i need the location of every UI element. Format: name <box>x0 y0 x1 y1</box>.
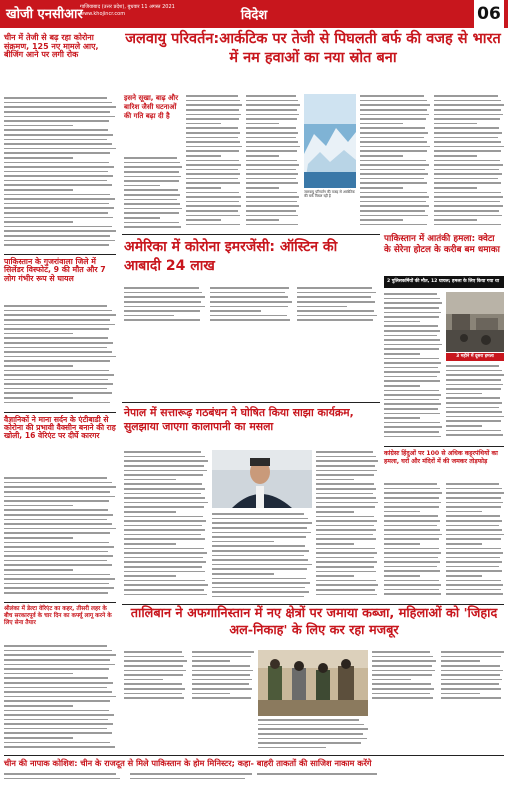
story-body <box>124 286 378 398</box>
story-body <box>124 650 254 752</box>
story-body <box>4 772 504 798</box>
story-body <box>212 512 312 600</box>
divider <box>4 602 116 603</box>
story-body <box>372 650 504 752</box>
page-number: 06 <box>474 0 504 28</box>
headline: नेपाल में सत्तारूढ़ गठबंधन ने घोषित किया साझा कार्यक्रम, सुलझाया जाएगा कालापानी का मसला <box>124 406 354 433</box>
divider <box>4 412 116 413</box>
story-body <box>316 450 378 600</box>
headline: श्रीलंका में डेल्टा वेरिएंट का कहर, तीसरी लहर के बीच सरकारपूर्व के चार दिन का कर्फ्यू लागू करने के लिए सेना तैयार <box>4 606 112 626</box>
story-antibody <box>4 416 116 474</box>
divider <box>384 446 504 447</box>
story-body <box>434 94 504 230</box>
headline: अमेरिका में कोरोना इमरजेंसी: ऑस्टिन की आबादी 24 लाख <box>124 239 338 274</box>
blast-site-photo <box>446 292 504 352</box>
headline: चीन में तेजी से बढ़ रहा कोरोना संक्रमण, 125 नए मामले आए, बीजिंग आने पर लगी रोक <box>4 33 99 60</box>
headline: पाकिस्तान के गुजरांवाला जिले में सिलेंडर विस्फोट, 9 की मौत और 7 लोग गंभीर रूप से घायल <box>4 257 106 283</box>
photo-caption: जलवायु परिवर्तन की वजह से आर्कटिक की बर्फ पिघल रही है <box>304 190 355 199</box>
newspaper-name: खोजी एनसीआर <box>6 7 83 22</box>
story-sri-lanka <box>4 606 116 642</box>
headline: पाकिस्तान में आतंकी हमला: क्वेटा के सेरेना होटल के करीब बम धमाका <box>384 234 500 255</box>
story-body <box>124 450 208 600</box>
story-body <box>384 292 442 442</box>
nepal-pm-photo <box>212 450 312 508</box>
story-body <box>4 476 116 598</box>
story-body <box>124 156 182 230</box>
story-body <box>4 96 116 250</box>
headline: कांग्रेसः हिंदुओं पर 100 से अधिक कट्टरपंथियों का हमला, घरों और मंदिरों में की जमकर तोड़फोड़ <box>384 450 498 465</box>
story-body <box>258 718 368 752</box>
pull-quote: इसने सूखा, बाढ़ और बारिश जैसी घटनाओं की गति बढ़ा दी है <box>124 94 179 120</box>
headline: जलवायु परिवर्तन:आर्कटिक पर तेजी से पिघलती बर्फ की वजह से भारत में नम हवाओं का नया स्रोत बना <box>125 31 501 66</box>
story-climate <box>122 30 504 88</box>
divider <box>122 402 380 403</box>
story-quetta-blast <box>384 234 504 274</box>
story-pakistan-cylinder <box>4 258 116 302</box>
story-body <box>4 644 116 752</box>
date-line: गाजियाबाद (उत्तर प्रदेश), बुधवार 11 अगस्त 2021 www.khojincr.com <box>80 4 175 17</box>
story-body <box>360 94 430 230</box>
story-body <box>446 482 504 600</box>
arctic-ice-photo <box>304 94 356 188</box>
story-china-corona <box>4 34 116 94</box>
divider <box>122 234 380 235</box>
divider <box>4 254 116 255</box>
taliban-fighters-photo <box>258 650 368 716</box>
section-title: विदेश <box>240 8 268 23</box>
masthead <box>0 0 508 28</box>
story-body <box>384 482 442 600</box>
headline: तालिबान ने अफगानिस्तान में नए क्षेत्रों पर जमाया कब्जा, महिलाओं को 'जिहाद अल-निकाह' के लिए कर रहा मजबूर <box>130 606 498 638</box>
story-taliban <box>124 606 504 646</box>
story-nepal <box>124 406 378 446</box>
story-china-pakistan <box>4 757 504 771</box>
story-body <box>446 364 504 442</box>
divider <box>4 755 504 756</box>
story-body <box>186 94 242 230</box>
subheadline-band: 2 पुलिसकर्मियों की मौत, 12 घायल; हमला के लिए किया गया था <box>384 276 504 288</box>
headline: वैज्ञानिकों ने माना सर्दन के एंटीबाडी से कोरोना की प्रभावी वैक्सीन बनाने की राह खोली, 16 वेरिएंट पर दीर्घे कारगर <box>4 415 116 441</box>
story-hindu-attack <box>384 450 504 480</box>
divider <box>122 604 504 605</box>
story-body <box>246 94 300 230</box>
headline: चीन की नापाक कोशिश: चीन के राजदूत से मिले पाकिस्तान के होम मिनिस्टर; कहा- बाहरी ताकतों की साजिश नाकाम करेंगे <box>4 758 372 768</box>
photo-caption: 3 महीने में दूसरा हमला <box>446 353 504 361</box>
story-usa-corona <box>124 238 378 282</box>
story-body <box>4 304 116 408</box>
